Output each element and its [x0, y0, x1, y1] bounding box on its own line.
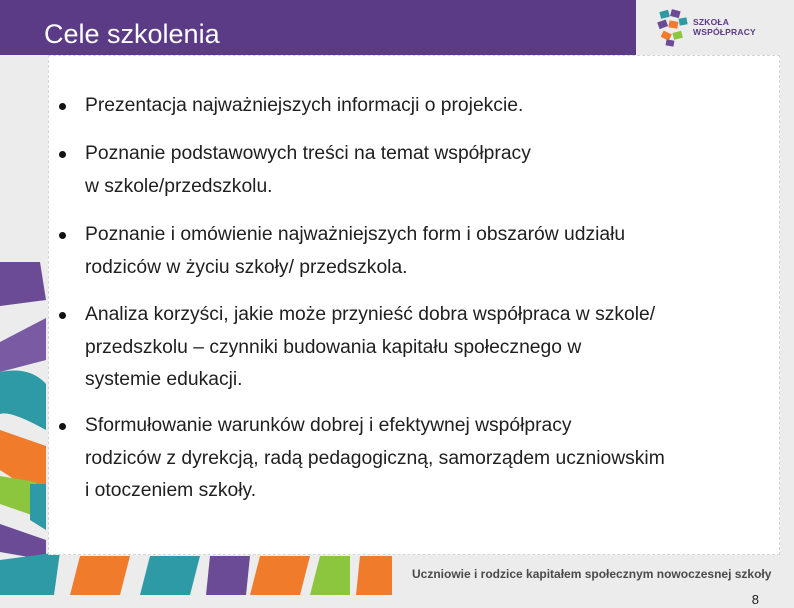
purple-shape-left-3 [0, 524, 46, 560]
bullet-line: systemie edukacji. [85, 369, 243, 390]
teal-shape-bottom-2 [140, 556, 200, 595]
purple-shape-left-1 [0, 262, 46, 306]
bullet-line: i otoczeniem szkoły. [85, 480, 257, 501]
purple-shape-bottom-1 [206, 556, 250, 595]
footer-text: Uczniowie i rodzice kapitałem społecznym nowoczesnej szkoły [412, 567, 772, 581]
logo-mark-icon [656, 8, 690, 48]
logo-text-line-2: WSPÓŁPRACY [693, 27, 756, 37]
bullet-line: Poznanie podstawowych treści na temat współpracy [85, 143, 531, 164]
bullet-line: Analiza korzyści, jakie może przynieść dobra współpraca w szkole/ [85, 304, 656, 325]
school-cooperation-logo [656, 8, 766, 48]
bullet-item-4 [85, 299, 745, 397]
orange-shape-bottom-1 [70, 556, 130, 595]
green-shape-bottom-1 [310, 556, 350, 595]
teal-shape-left-1 [0, 371, 46, 431]
bullet-line: rodziców z dyrekcją, radą pedagogiczną, samorządem uczniowskim [85, 447, 665, 469]
bullet-line: Prezentacja najważniejszych informacji o projekcie. [85, 95, 524, 116]
bullet-item-3 [85, 219, 745, 284]
bullet-dot [59, 151, 66, 158]
bullet-dot [59, 423, 66, 430]
orange-shape-bottom-3 [356, 556, 392, 595]
bullet-line: rodziców w życiu szkoły/ przedszkola. [85, 256, 408, 278]
bullet-item-2 [85, 138, 745, 203]
bullet-line: Poznanie i omówienie najważniejszych form i obszarów udziału [85, 224, 626, 245]
logo-text-line-1: SZKOŁA [693, 17, 730, 27]
teal-shape-left-2 [30, 484, 46, 530]
bullet-item-1 [85, 90, 745, 123]
bullet-line: w szkole/przedszkolu. [85, 175, 273, 197]
bullet-dot [59, 232, 66, 239]
purple-shape-left-2 [0, 318, 46, 372]
slide-title: Cele szkolenia [44, 19, 220, 49]
bullet-dot [59, 312, 66, 319]
teal-shape-bottom-1 [0, 552, 60, 595]
bullet-line: przedszkolu – czynniki budowania kapitału społecznego w [85, 336, 582, 358]
bullet-dot [59, 103, 66, 110]
orange-shape-bottom-2 [250, 556, 310, 595]
bullet-item-5 [85, 410, 745, 508]
page-number: 8 [751, 592, 759, 607]
bullet-line: Sformułowanie warunków dobrej i efektywnej współpracy [85, 415, 572, 436]
logo-text [693, 17, 756, 37]
